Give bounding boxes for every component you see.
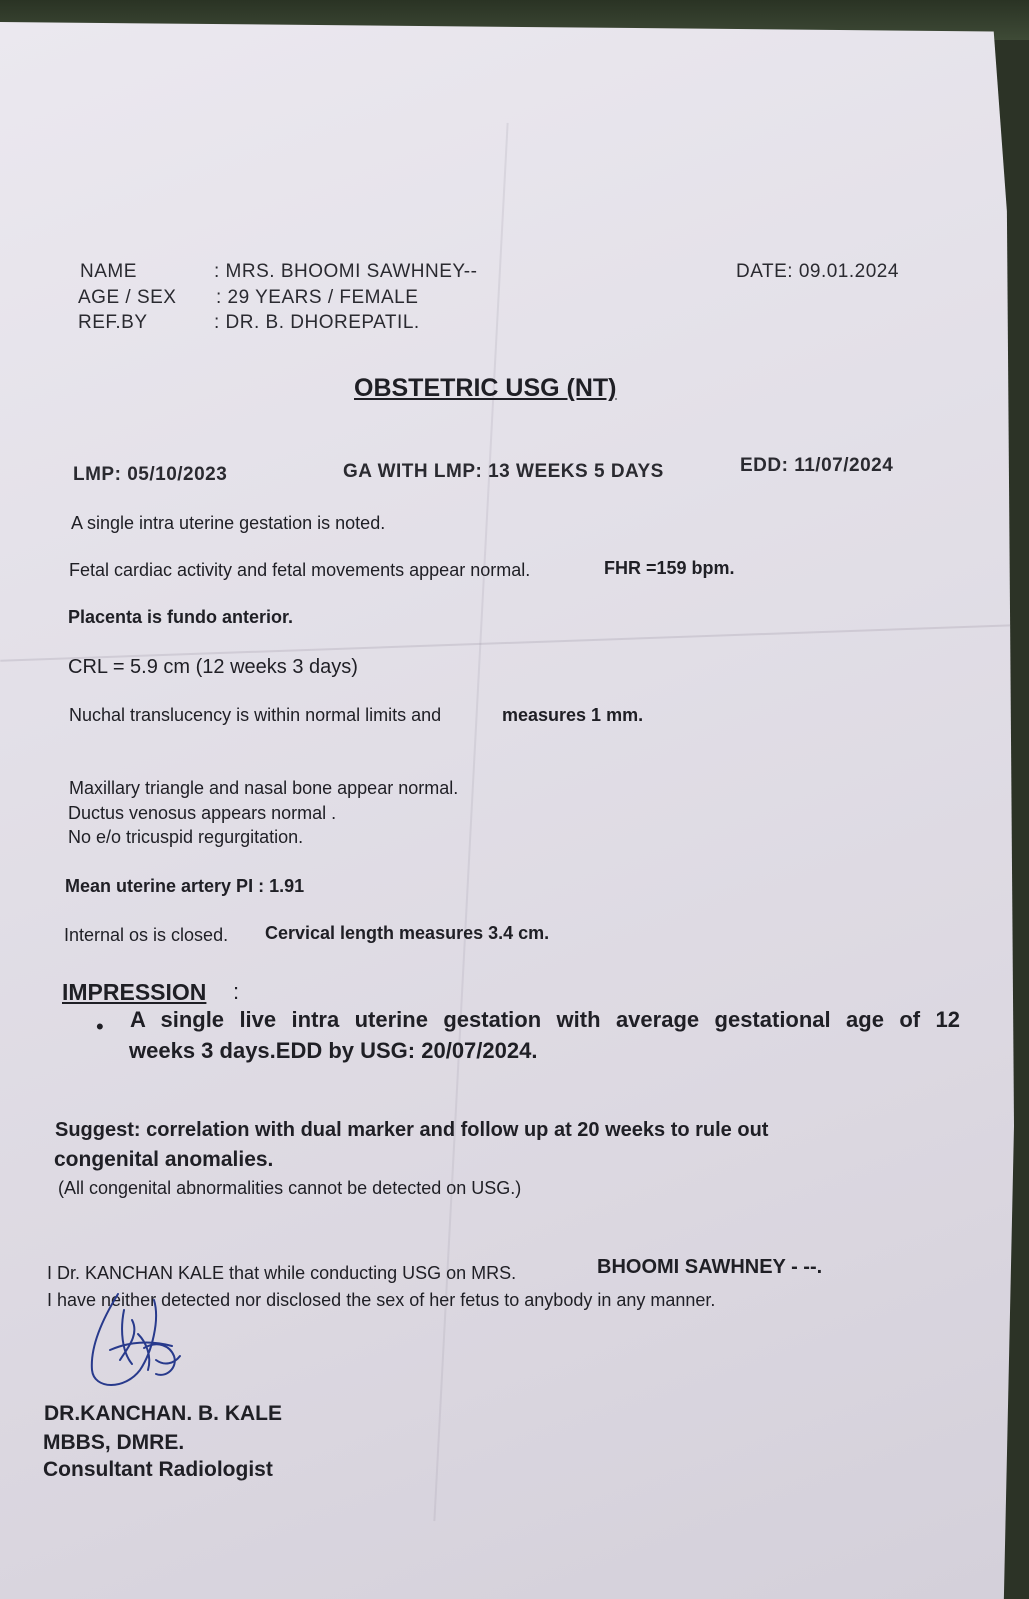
finding-crl: CRL = 5.9 cm (12 weeks 3 days) (68, 656, 358, 678)
lmp-date: LMP: 05/10/2023 (73, 464, 228, 485)
finding-gestation: A single intra uterine gestation is noted. (71, 513, 386, 533)
edd-date: EDD: 11/07/2024 (740, 455, 894, 476)
declaration-line-2: I have neither detected nor disclosed the sex of her fetus to anybody in any manner. (47, 1290, 716, 1310)
report-date: DATE: 09.01.2024 (736, 261, 899, 282)
finding-cardiac: Fetal cardiac activity and fetal movements appear normal. (69, 560, 531, 580)
paper-crease (433, 123, 508, 1521)
age-sex-value: : 29 YEARS / FEMALE (216, 287, 419, 308)
finding-nt: Nuchal translucency is within normal limits and (69, 705, 442, 725)
impression-bullet: • (96, 1014, 104, 1039)
radiologist-name: DR.KANCHAN. B. KALE (44, 1402, 282, 1425)
finding-internal-os: Internal os is closed. (64, 925, 229, 945)
finding-nt-measure: measures 1 mm. (502, 705, 644, 725)
impression-heading: IMPRESSION (62, 979, 207, 1005)
suggest-line-2: congenital anomalies. (54, 1148, 274, 1171)
suggest-line-1: Suggest: correlation with dual marker and follow up at 20 weeks to rule out (55, 1119, 769, 1141)
ref-by-value: : DR. B. DHOREPATIL. (214, 312, 420, 333)
finding-tricuspid: No e/o tricuspid regurgitation. (68, 827, 304, 847)
finding-fhr: FHR =159 bpm. (604, 558, 735, 578)
radiologist-degree: MBBS, DMRE. (43, 1431, 185, 1454)
declaration-line-1: I Dr. KANCHAN KALE that while conducting USG on MRS. (47, 1263, 517, 1283)
finding-ductus: Ductus venosus appears normal . (68, 803, 337, 823)
name-value: : MRS. BHOOMI SAWHNEY-- (214, 261, 478, 282)
impression-line-2: weeks 3 days.EDD by USG: 20/07/2024. (129, 1038, 538, 1063)
radiologist-role: Consultant Radiologist (43, 1458, 273, 1481)
declaration-patient-name: BHOOMI SAWHNEY - --. (597, 1256, 823, 1278)
finding-cervical-length: Cervical length measures 3.4 cm. (265, 923, 550, 943)
finding-placenta: Placenta is fundo anterior. (68, 607, 294, 627)
ref-by-label: REF.BY (78, 312, 148, 333)
impression-line-1: A single live intra uterine gestation with average gestational age of 12 (130, 1007, 960, 1032)
handwritten-signature (80, 1290, 200, 1400)
report-title: OBSTETRIC USG (NT) (354, 374, 617, 402)
impression-colon: : (233, 979, 240, 1004)
age-sex-label: AGE / SEX (78, 287, 177, 308)
finding-maxillary: Maxillary triangle and nasal bone appear normal. (69, 778, 459, 798)
name-label: NAME (80, 261, 137, 282)
suggest-note: (All congenital abnormalities cannot be detected on USG.) (58, 1178, 522, 1198)
finding-uterine-artery: Mean uterine artery PI : 1.91 (65, 876, 305, 896)
gestational-age-lmp: GA WITH LMP: 13 WEEKS 5 DAYS (343, 461, 664, 482)
